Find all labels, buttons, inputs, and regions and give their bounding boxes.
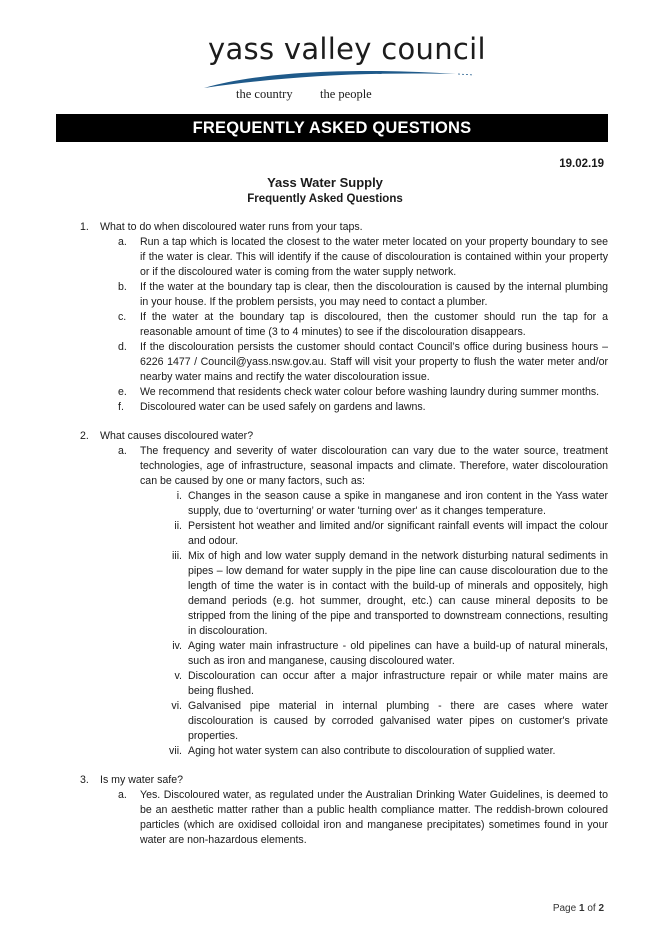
sub-list-item <box>162 639 608 669</box>
sub-list-item-text: Discolouration can occur after a major infrastructure repair or while mater mains are being flushed. <box>188 670 608 697</box>
list-item-text: If the water at the boundary tap is clear, then the discolouration is caused by the internal plumbing in your house. If the problem persists, you may need to contact a plumber. <box>140 281 608 308</box>
list-item <box>118 444 608 489</box>
list-item-text: If the discolouration persists the customer should contact Council’s office during business hours – 6226 1477 / Council@yass.nsw.gov.au. Staff will visit your property to flush the water meter and/or nearby water mains and rectify the water discolouration issue. <box>140 341 608 383</box>
question-number: 3. <box>80 774 89 786</box>
page-current: 1 <box>578 903 585 914</box>
page-total: 2 <box>598 903 604 914</box>
sub-list-item <box>162 489 608 519</box>
sub-list-item-text: Galvanised pipe material in internal plumbing - there are cases where water discolouration is caused by corroded galvanised water pipes on customer's private properties. <box>188 700 608 742</box>
sub-list-item-label: vi. <box>171 700 182 712</box>
sub-list-item <box>162 699 608 744</box>
list-item-label: a. <box>118 789 127 801</box>
list-item-label: e. <box>118 386 127 398</box>
question-1 <box>80 220 608 415</box>
list-item-text: Run a tap which is located the closest to the water meter located on your property boundary to see if the water is clear. This will identify if the cause of discolouration is contained within your property or if the discoloured water is coming from the water supply network. <box>140 236 608 278</box>
list-item-text: Discoloured water can be used safely on gardens and lawns. <box>140 401 426 413</box>
sub-list-item-label: iv. <box>172 640 182 652</box>
list-item <box>118 385 608 400</box>
list-item <box>118 788 608 848</box>
logo-tagline-left: the country <box>236 87 293 101</box>
question-text: What causes discoloured water? <box>100 430 254 442</box>
sub-list-item <box>162 744 608 759</box>
list-item <box>118 310 608 340</box>
list-item-text: We recommend that residents check water colour before washing laundry during summer months. <box>140 386 600 398</box>
faq-banner: FREQUENTLY ASKED QUESTIONS <box>56 114 608 142</box>
sub-list-item <box>162 669 608 699</box>
logo-title: yass valley council <box>208 32 486 66</box>
page-title: Yass Water Supply <box>267 175 383 190</box>
sub-list-item <box>162 519 608 549</box>
sub-list-item-text: Aging water main infrastructure - old pipelines can have a build-up of natural minerals, such as iron and manganese, causing discoloured water. <box>188 640 608 667</box>
list-item-label: a. <box>118 236 127 248</box>
question-2 <box>80 429 608 759</box>
sub-list-item-text: Mix of high and low water supply demand in the network disturbing natural sediments in pipes – low demand for water supply in the pipe line can cause discolouration due to the length of time the water is in contact with the build-up of minerals and oppositely, high demand periods (e.g. hot summer, drought, etc.) can cause mineral deposits to be stripped from the lining of the pipe and transported to downstream connections, resulting in discolouration. <box>188 550 608 637</box>
list-item-label: f. <box>118 401 124 413</box>
list-item <box>118 340 608 385</box>
sub-list-item <box>162 549 608 639</box>
sub-list-item-label: ii. <box>174 520 182 532</box>
list-item-label: b. <box>118 281 127 293</box>
document-date: 19.02.19 <box>559 158 604 170</box>
list-item-label: c. <box>118 311 127 323</box>
council-logo <box>196 32 486 104</box>
list-item-text: If the water at the boundary tap is discoloured, then the customer should run the tap for a reasonable amount of time (3 to 4 minutes) to see if the discolouration disappears. <box>140 311 608 338</box>
sub-list-item-label: i. <box>176 490 182 502</box>
question-text: Is my water safe? <box>100 774 184 786</box>
sub-list-item-label: vii. <box>169 745 182 757</box>
sub-list-item-label: v. <box>174 670 182 682</box>
question-3 <box>80 773 608 848</box>
list-item-text: The frequency and severity of water discolouration can vary due to the water source, treatment technologies, age of infrastructure, seasonal impacts and climate. Therefore, water discolouration can be caused by one or many factors, such as: <box>140 445 608 487</box>
list-item-label: d. <box>118 341 127 353</box>
list-item <box>118 235 608 280</box>
logo-tagline-right: the people <box>320 87 372 101</box>
page-of-label: of <box>587 903 596 914</box>
list-item <box>118 280 608 310</box>
sub-list-item-text: Persistent hot weather and limited and/or significant rainfall events will impact the colour and odour. <box>188 520 608 547</box>
question-number: 1. <box>80 221 89 233</box>
question-number: 2. <box>80 430 89 442</box>
sub-list-item-text: Aging hot water system can also contribute to discolouration of supplied water. <box>188 745 556 757</box>
list-item-text: Yes. Discoloured water, as regulated under the Australian Drinking Water Guidelines, is deemed to be an aesthetic matter rather than a public health compliance matter. The reddish-brown coloured particles (which are oxidised colloidal iron and manganese precipitates) sometimes found in your water are non-hazardous elements. <box>140 789 608 846</box>
faq-content <box>80 220 608 848</box>
question-text: What to do when discoloured water runs from your taps. <box>100 221 363 233</box>
page-number <box>553 903 604 914</box>
list-item-label: a. <box>118 445 127 457</box>
page-subtitle: Frequently Asked Questions <box>247 193 403 205</box>
page-label: Page <box>552 903 577 914</box>
sub-list-item-label: iii. <box>171 550 182 562</box>
list-item <box>118 400 608 415</box>
sub-list-item-text: Changes in the season cause a spike in manganese and iron content in the Yass water supply, due to ‘overturning’ or water 'turning over' as it changes temperature. <box>188 490 608 517</box>
